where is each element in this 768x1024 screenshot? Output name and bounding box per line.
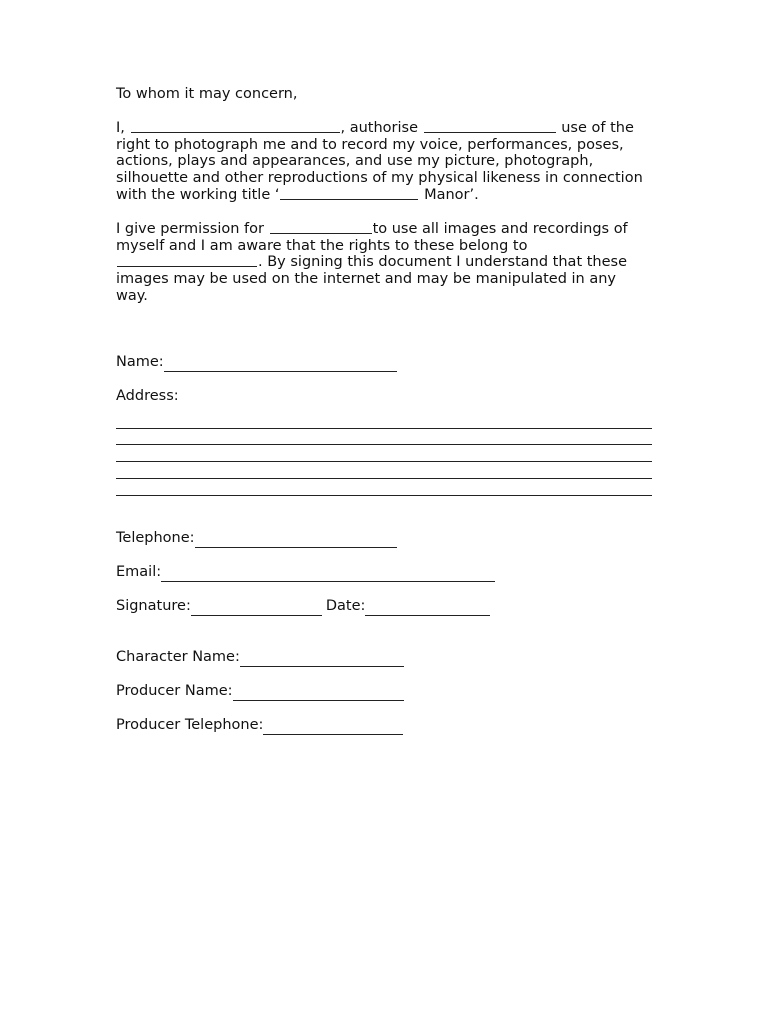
address-label: Address: xyxy=(116,387,179,404)
para1-text-4: Manor’. xyxy=(419,186,479,203)
para2-text-3: . By signing this document I understand that these images may be used on the internet and may be manipulated in any way. xyxy=(116,254,628,304)
telephone-label: Telephone: xyxy=(116,529,195,546)
email-field[interactable] xyxy=(161,567,495,582)
producer-name-row xyxy=(116,683,656,700)
date-label: Date: xyxy=(325,597,366,614)
address-line-5[interactable] xyxy=(116,479,652,496)
telephone-field-row xyxy=(116,530,656,547)
address-line-1[interactable] xyxy=(116,412,652,429)
signature-field[interactable] xyxy=(191,601,322,616)
authorised-party-blank[interactable] xyxy=(424,131,556,133)
address-label-row xyxy=(116,388,656,405)
character-name-label: Character Name: xyxy=(116,648,240,665)
email-label: Email: xyxy=(116,563,162,580)
rights-owner-blank[interactable] xyxy=(117,265,257,267)
email-field-row xyxy=(116,564,656,581)
para1-text-3: use of the right to photograph me and to record my voice, performances, poses, actions, plays and appearances, and use my picture, photograph, silhouette and other reproductions of my physical likeness in connection with the working title ‘ xyxy=(116,119,643,203)
name-label: Name: xyxy=(116,353,164,370)
address-line-3[interactable] xyxy=(116,445,652,462)
address-line-4[interactable] xyxy=(116,462,652,479)
producer-name-label: Producer Name: xyxy=(116,682,233,699)
character-name-field[interactable] xyxy=(240,652,404,667)
para1-text-2: , authorise xyxy=(340,119,423,136)
producer-telephone-label: Producer Telephone: xyxy=(116,716,264,733)
producer-telephone-row xyxy=(116,717,656,734)
producer-telephone-field[interactable] xyxy=(263,720,403,735)
authorisation-paragraph xyxy=(116,120,648,204)
participant-name-blank[interactable] xyxy=(131,131,340,133)
name-field-row xyxy=(116,354,656,371)
telephone-field[interactable] xyxy=(195,533,397,548)
para2-text-1: I give permission for xyxy=(116,220,269,237)
para2-text-2: to use all images and recordings of myself and I am aware that the rights to these belong to xyxy=(116,220,628,254)
date-field[interactable] xyxy=(365,601,490,616)
para1-text-1: I, xyxy=(116,119,130,136)
document-body xyxy=(116,86,656,734)
salutation: To whom it may concern, xyxy=(116,86,298,102)
signature-label: Signature: xyxy=(116,597,191,614)
producer-name-field[interactable] xyxy=(233,686,404,701)
character-name-row xyxy=(116,649,656,666)
permission-party-blank[interactable] xyxy=(270,232,372,234)
name-field[interactable] xyxy=(164,357,397,372)
address-line-2[interactable] xyxy=(116,429,652,446)
working-title-blank[interactable] xyxy=(280,198,418,200)
address-field-group xyxy=(116,412,656,496)
permission-paragraph xyxy=(116,221,652,305)
signature-date-row xyxy=(116,598,656,615)
